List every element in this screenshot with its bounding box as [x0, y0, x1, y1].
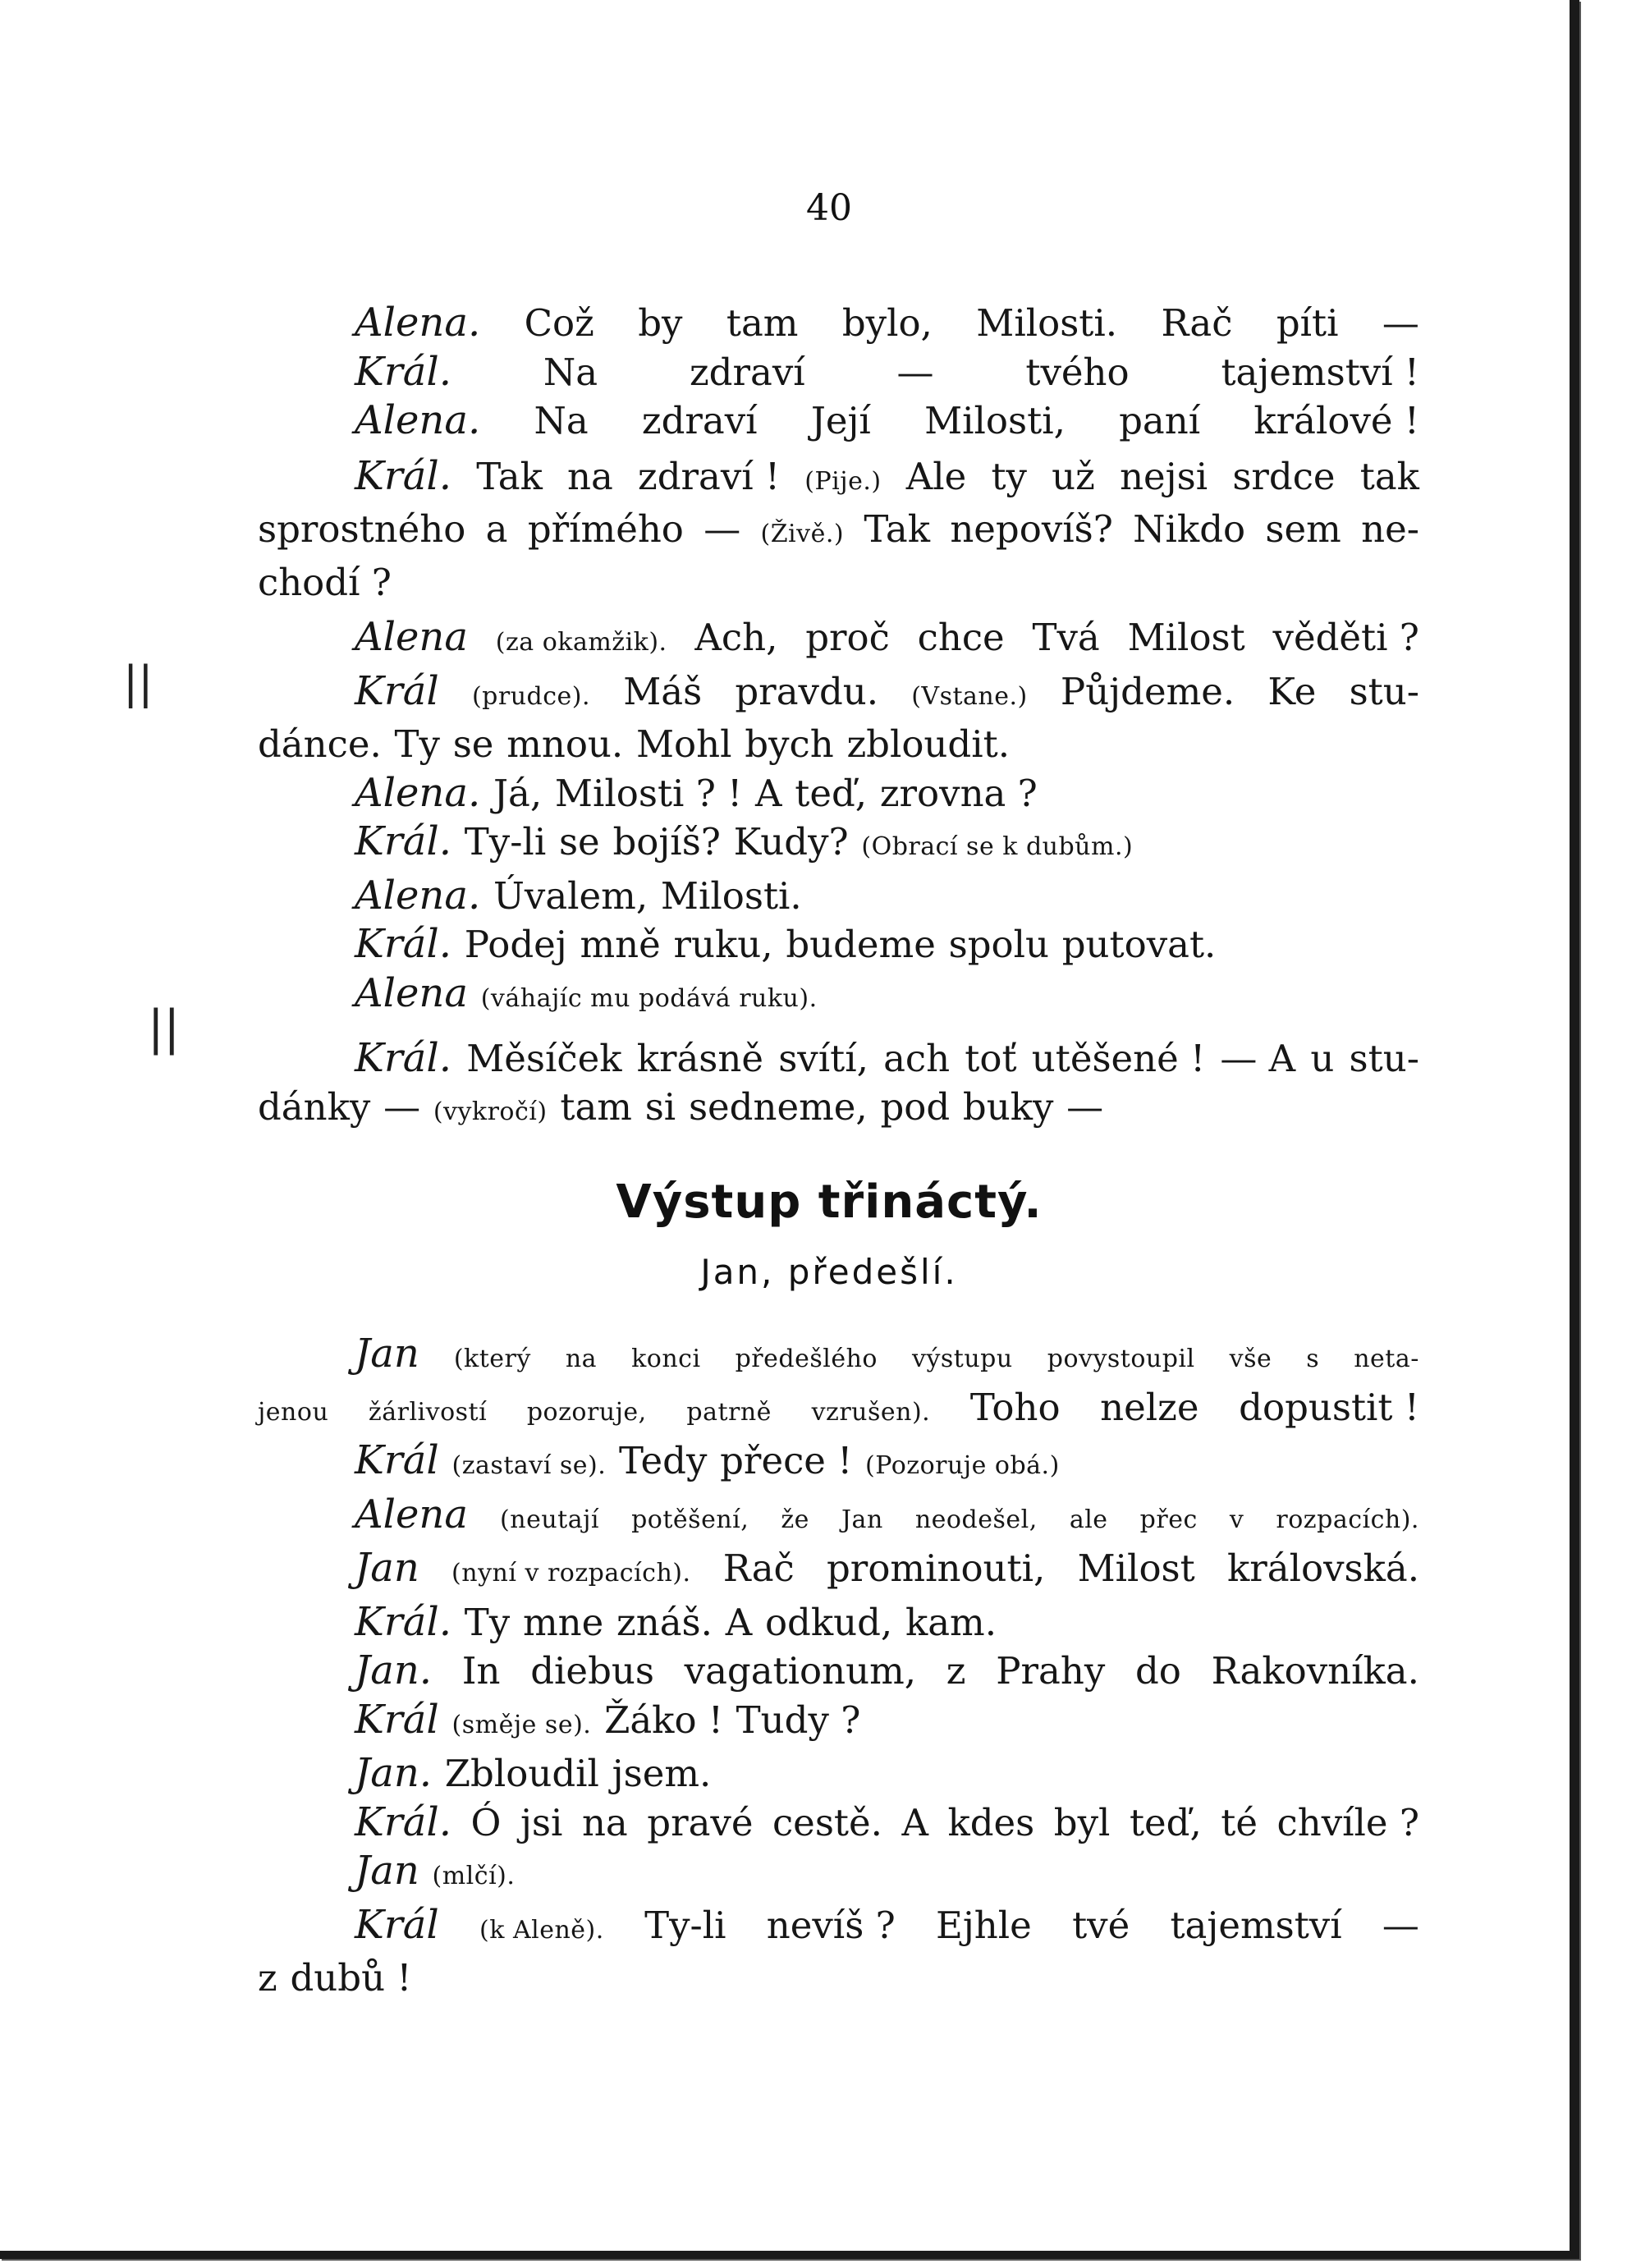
dialogue-word: jsem.: [612, 1752, 712, 1795]
dialogue-word: A: [755, 771, 782, 815]
page-number: 40: [806, 187, 852, 229]
dialogue-section-1: [258, 299, 1419, 1136]
stage-direction: rozpacích).: [1276, 1505, 1419, 1534]
text-line: [258, 348, 1419, 397]
dialogue-word: bojíš?: [612, 820, 721, 864]
dialogue-word: pod: [880, 1084, 951, 1129]
dialogue-word: Na: [543, 350, 598, 394]
dialogue-word: Milosti.: [660, 873, 802, 918]
speaker-name: Král.: [355, 452, 452, 499]
dialogue-word: přímého: [527, 507, 684, 551]
stage-direction: Jan: [841, 1505, 883, 1534]
stage-direction: patrně: [686, 1397, 772, 1427]
dialogue-word: Tak: [476, 454, 543, 498]
text-line: [258, 818, 1419, 872]
stage-direction: ale: [1069, 1505, 1108, 1534]
dialogue-word: Ty-li: [464, 820, 547, 864]
dialogue-word: Ale: [905, 454, 967, 498]
stage-direction: (neutají: [500, 1505, 599, 1534]
speaker-name: Král.: [355, 818, 452, 864]
dialogue-word: Milost: [1127, 616, 1245, 659]
stage-direction: vše: [1229, 1345, 1272, 1373]
dialogue-word: Milosti,: [924, 399, 1066, 442]
stage-direction: povystoupil: [1047, 1345, 1195, 1373]
speaker-name: Alena: [355, 614, 468, 660]
dialogue-word: na: [567, 454, 613, 498]
stage-direction: (k Aleně).: [479, 1915, 604, 1945]
dialogue-word: chvíle ?: [1276, 1800, 1419, 1844]
speaker-name: Jan: [355, 1331, 419, 1377]
stage-direction: (mlčí).: [432, 1862, 516, 1890]
dialogue-word: dánky: [258, 1084, 371, 1129]
stage-direction: (za okamžik).: [495, 628, 667, 657]
dialogue-word: stu-: [1349, 1037, 1419, 1080]
dialogue-word: toť: [965, 1037, 1017, 1080]
dialogue-word: píti: [1276, 301, 1339, 345]
dialogue-word: svítí,: [778, 1037, 868, 1080]
dialogue-word: Nikdo: [1133, 507, 1246, 551]
dialogue-word: —: [704, 507, 741, 551]
dialogue-word: budeme: [786, 923, 936, 966]
dialogue-word: už: [1052, 454, 1095, 498]
text-line: [258, 1034, 1419, 1084]
dialogue-word: teď,: [795, 771, 868, 815]
dialogue-word: buky: [962, 1084, 1054, 1129]
stage-direction: (zastaví se).: [451, 1451, 607, 1480]
speaker-name: Alena.: [355, 769, 481, 816]
margin-mark: ||: [123, 657, 154, 708]
dialogue-word: ach: [883, 1037, 951, 1080]
dialogue-word: Podej: [464, 923, 567, 966]
text-line: [258, 969, 1419, 1024]
dialogue-word: Na: [534, 399, 589, 442]
speaker-name: Jan.: [355, 1750, 433, 1796]
text-line: [258, 299, 1419, 348]
stage-direction: (Živě.): [760, 520, 845, 548]
dialogue-word: —: [896, 350, 934, 394]
stage-direction: (prudce).: [471, 681, 591, 711]
scene-title: Výstup třináctý.: [616, 1175, 1043, 1229]
dialogue-word: tvé: [1072, 1903, 1130, 1947]
dialogue-word: tajemství !: [1221, 350, 1419, 394]
stage-direction: pozoruje,: [526, 1397, 647, 1427]
dialogue-word: kam.: [905, 1600, 997, 1644]
dialogue-word: věděti ?: [1272, 616, 1419, 659]
speaker-name: Alena: [355, 969, 468, 1016]
text-line: [258, 613, 1419, 667]
dialogue-word: pravé: [647, 1800, 754, 1844]
speaker-name: Král: [355, 667, 439, 714]
speaker-name: Král.: [355, 1798, 452, 1845]
dialogue-word: nepovíš?: [950, 507, 1113, 551]
dialogue-word: paní: [1119, 399, 1201, 442]
text-line: [258, 1384, 1419, 1437]
stage-direction: v: [1229, 1505, 1244, 1534]
dialogue-word: na: [581, 1800, 628, 1844]
dialogue-word: zrovna ?: [879, 771, 1038, 815]
dialogue-word: cestě.: [772, 1800, 882, 1844]
dialogue-word: tajemství: [1170, 1903, 1342, 1947]
stage-direction: (Vstane.): [911, 681, 1028, 711]
speaker-name: Král: [355, 1696, 439, 1743]
dialogue-word: z: [946, 1649, 966, 1693]
dialogue-word: pravdu.: [735, 669, 879, 713]
dialogue-word: té: [1221, 1800, 1258, 1844]
dialogue-word: Úvalem,: [493, 873, 649, 918]
dialogue-word: zdraví !: [638, 454, 781, 498]
dialogue-word: si: [644, 1084, 676, 1129]
speaker-name: Alena: [355, 1491, 468, 1537]
dialogue-word: Žáko !: [604, 1698, 723, 1742]
stage-direction: s: [1306, 1345, 1320, 1373]
dialogue-word: mně: [580, 923, 661, 966]
dialogue-word: Tak: [864, 507, 931, 551]
dialogue-word: sem: [1265, 507, 1341, 551]
dialogue-word: — A: [1220, 1037, 1296, 1080]
text-line: [258, 1598, 1419, 1647]
dialogue-word: bylo,: [841, 301, 933, 345]
dialogue-word: —: [1066, 1084, 1104, 1129]
dialogue-word: krásně: [636, 1037, 764, 1080]
margin-mark: ||: [148, 1000, 181, 1056]
text-line: [258, 769, 1419, 818]
dialogue-word: zdraví: [689, 350, 805, 394]
stage-direction: předešlého: [735, 1345, 878, 1373]
dialogue-word: Ke: [1267, 669, 1317, 713]
text-line: [258, 1749, 1419, 1798]
speaker-name: Král.: [355, 921, 452, 967]
speaker-name: Jan.: [355, 1647, 433, 1693]
text-line: [258, 721, 1419, 769]
dialogue-word: Tvá: [1032, 616, 1100, 659]
dialogue-word: —: [1382, 1903, 1419, 1947]
dialogue-word: jsi: [520, 1800, 563, 1844]
text-line: [258, 920, 1419, 969]
text-line: [258, 1798, 1419, 1848]
dialogue-word: tvého: [1025, 350, 1130, 394]
dialogue-word: proč: [805, 616, 890, 659]
dialogue-word: přece !: [720, 1439, 853, 1482]
dialogue-word: A: [725, 1600, 753, 1644]
dialogue-word: bych: [745, 722, 834, 766]
dialogue-word: chce: [917, 616, 1005, 659]
dialogue-word: Rač: [1161, 301, 1233, 345]
dialogue-word: a: [485, 507, 508, 551]
dialogue-word: Měsíček: [466, 1037, 622, 1080]
stage-direction: konci: [631, 1345, 701, 1373]
text-line: [258, 559, 1419, 607]
speaker-name: Král: [355, 1437, 439, 1483]
stage-direction: potěšení,: [631, 1505, 749, 1534]
text-line: [258, 872, 1419, 921]
dialogue-word: ne-: [1361, 507, 1419, 551]
stage-direction: (Pije.): [804, 466, 882, 496]
dialogue-word: ty: [991, 454, 1027, 498]
dialogue-word: teď,: [1129, 1800, 1202, 1844]
dialogue-word: Já,: [493, 771, 543, 815]
dialogue-word: Prahy: [996, 1649, 1106, 1693]
dialogue-word: sedneme,: [688, 1084, 868, 1129]
dialogue-word: Tedy: [618, 1439, 708, 1482]
text-line: [258, 1901, 1419, 1955]
text-line: [258, 1084, 1419, 1137]
text-line: [258, 1436, 1419, 1491]
dialogue-word: z: [258, 1956, 277, 2000]
stage-direction: výstupu: [912, 1345, 1013, 1373]
speaker-name: Král.: [355, 348, 452, 395]
stage-direction: na: [565, 1345, 598, 1373]
stage-direction: (nyní v rozpacích).: [451, 1559, 691, 1588]
speaker-name: Jan: [355, 1545, 419, 1591]
dialogue-word: Její: [810, 399, 871, 442]
dialogue-word: Ty: [394, 722, 440, 766]
stage-direction: neodešel,: [914, 1505, 1038, 1534]
dialogue-word: Milost: [1077, 1546, 1195, 1590]
dialogue-word: mne: [522, 1600, 604, 1644]
dialogue-word: srdce: [1232, 454, 1336, 498]
dialogue-word: se: [452, 722, 494, 766]
stage-direction: vzrušen).: [811, 1397, 931, 1427]
dialogue-word: ruku,: [673, 923, 773, 966]
dialogue-word: In: [461, 1649, 501, 1693]
stage-direction: (Obrací se k dubům.): [861, 832, 1134, 861]
dialogue-word: mnou.: [506, 722, 624, 766]
dialogue-word: nelze: [1100, 1385, 1199, 1429]
dialogue-word: putovat.: [1061, 923, 1217, 966]
dialogue-word: diebus: [530, 1649, 654, 1693]
dialogue-word: zbloudit.: [846, 722, 1011, 766]
dialogue-word: tak: [1359, 454, 1419, 498]
text-line: [258, 1491, 1419, 1545]
dialogue-word: nejsi: [1120, 454, 1208, 498]
dialogue-word: se: [558, 820, 600, 864]
dialogue-word: do: [1134, 1649, 1181, 1693]
speaker-name: Alena.: [355, 872, 481, 919]
stage-direction: (vykročí): [433, 1097, 548, 1126]
speaker-name: Král.: [355, 1035, 452, 1081]
dialogue-word: zdraví: [641, 399, 758, 442]
dialogue-word: Ejhle: [935, 1903, 1032, 1947]
dialogue-word: Milosti.: [976, 301, 1118, 345]
dialogue-word: Milosti ? !: [554, 771, 743, 815]
dialogue-word: Kudy?: [733, 820, 849, 864]
dialogue-word: u: [1310, 1037, 1335, 1080]
dialogue-word: dopustit !: [1239, 1385, 1419, 1429]
scene-characters: Jan, předešlí.: [700, 1252, 958, 1292]
stage-direction: jenou: [258, 1397, 329, 1427]
dialogue-word: byl: [1053, 1800, 1111, 1844]
dialogue-word: kdes: [947, 1800, 1035, 1844]
dialogue-word: spolu: [948, 923, 1049, 966]
stage-direction: že: [781, 1505, 809, 1534]
dialogue-word: Ach,: [694, 616, 778, 659]
dialogue-word: —: [383, 1084, 421, 1129]
dialogue-word: Ty: [464, 1600, 511, 1644]
dialogue-word: nevíš ?: [766, 1903, 896, 1947]
dialogue-word: utěšené !: [1031, 1037, 1206, 1080]
dialogue-word: by: [638, 301, 683, 345]
dialogue-word: znáš.: [616, 1600, 713, 1644]
stage-direction: (Pozoruje obá.): [865, 1451, 1060, 1480]
text-line: [258, 1647, 1419, 1696]
dialogue-word: chodí ?: [258, 560, 392, 604]
dialogue-word: Tudy ?: [736, 1698, 861, 1742]
dialogue-word: Máš: [623, 669, 703, 713]
dialogue-word: dánce.: [258, 722, 382, 766]
dialogue-word: odkud,: [764, 1600, 893, 1644]
dialogue-word: Rač: [722, 1546, 795, 1590]
stage-direction: (který: [453, 1345, 531, 1373]
dialogue-word: A: [901, 1800, 928, 1844]
text-line: [258, 1696, 1419, 1750]
text-line: [258, 1544, 1419, 1598]
stage-direction: přec: [1139, 1505, 1198, 1534]
speaker-name: Král: [355, 1901, 439, 1948]
dialogue-word: Rakovníka.: [1211, 1649, 1419, 1693]
text-line: [258, 1330, 1419, 1384]
dialogue-word: Ó: [470, 1800, 502, 1844]
dialogue-word: tam: [560, 1084, 632, 1129]
stage-direction: žárlivostí: [368, 1397, 488, 1427]
text-line: [258, 1847, 1419, 1901]
dialogue-word: Půjdeme.: [1060, 669, 1235, 713]
speaker-name: Alena.: [355, 300, 481, 346]
dialogue-word: Což: [524, 301, 594, 345]
stage-direction: (směje se).: [451, 1710, 592, 1739]
text-line: [258, 452, 1419, 506]
speaker-name: Jan: [355, 1848, 419, 1894]
dialogue-word: sprostného: [258, 507, 466, 551]
dialogue-word: Zbloudil: [444, 1752, 599, 1795]
text-line: [258, 1954, 1419, 2003]
dialogue-word: stu-: [1349, 669, 1419, 713]
dialogue-section-2: [258, 1330, 1419, 2003]
dialogue-word: vagationum,: [684, 1649, 917, 1693]
dialogue-word: Ty-li: [644, 1903, 726, 1947]
dialogue-word: královská.: [1226, 1546, 1419, 1590]
dialogue-word: —: [1382, 301, 1419, 345]
stage-direction: neta-: [1354, 1345, 1419, 1373]
dialogue-word: prominouti,: [827, 1546, 1046, 1590]
dialogue-word: Toho: [969, 1385, 1061, 1429]
text-line: [258, 396, 1419, 446]
stage-direction: (váhajíc mu podává ruku).: [480, 983, 818, 1013]
text-line: [258, 506, 1419, 559]
dialogue-word: tam: [726, 301, 799, 345]
speaker-name: Král.: [355, 1598, 452, 1645]
dialogue-word: Mohl: [635, 722, 732, 766]
dialogue-word: králové !: [1253, 399, 1419, 442]
dialogue-word: dubů !: [290, 1956, 412, 2000]
speaker-name: Alena.: [355, 397, 481, 443]
text-line: [258, 667, 1419, 722]
